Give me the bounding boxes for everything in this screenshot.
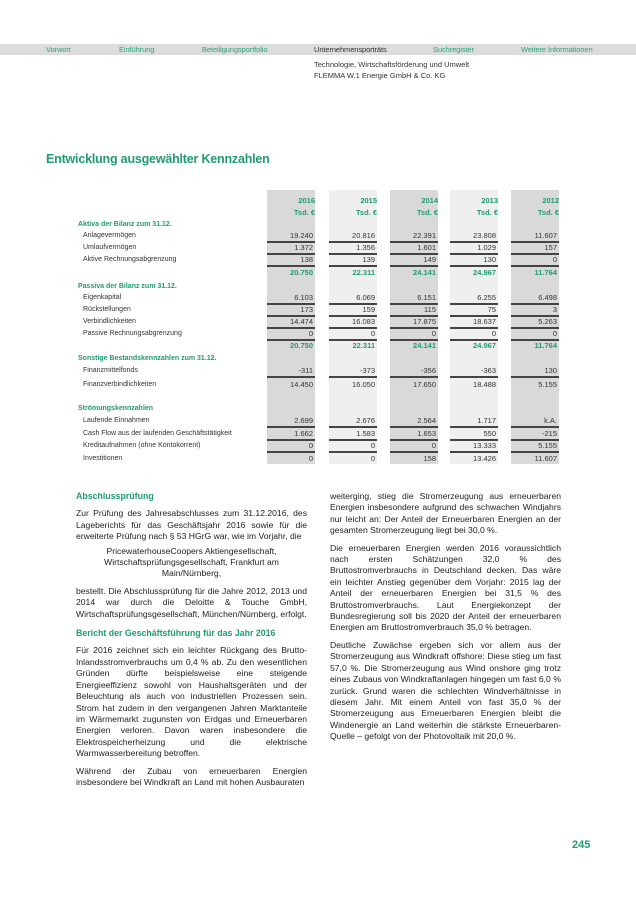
value-cell: 0 bbox=[308, 454, 313, 463]
value-cell: 16.050 bbox=[352, 380, 375, 389]
year-header: 2014 bbox=[421, 196, 438, 205]
value-cell: 6.498 bbox=[511, 293, 559, 305]
group-title: Strömungskennzahlen bbox=[78, 405, 154, 412]
value-cell: 1.717 bbox=[450, 416, 498, 428]
value-cell: -363 bbox=[450, 366, 498, 378]
value-cell: 6.255 bbox=[450, 293, 498, 305]
right-text-column bbox=[330, 491, 561, 749]
total-cell: 24.967 bbox=[473, 268, 496, 277]
value-cell: 20.816 bbox=[329, 231, 377, 243]
value-cell: -215 bbox=[511, 429, 559, 441]
value-cell: 5.155 bbox=[511, 441, 559, 453]
row-label: Aktive Rechnungsabgrenzung bbox=[83, 256, 177, 263]
value-cell: -311 bbox=[267, 366, 315, 378]
total-cell: 22.311 bbox=[352, 341, 375, 350]
unit-header: Tsd. € bbox=[416, 208, 438, 217]
group-title: Passiva der Bilanz zum 31.12. bbox=[78, 283, 177, 290]
value-cell: 0 bbox=[267, 441, 315, 453]
value-cell: 22.391 bbox=[390, 231, 438, 243]
paragraph: Die erneuerbaren Energien werden 2016 voraussichtlich nach ersten Schätzungen 32,0 % des Bruttostromverbrauchs in Deutschland decken. Das wäre ein leichter Anstieg gegenüber dem Vorjahr: 2015 lag der Anteil der erneuerbaren Energien bei 31,5 % des Bruttostromverbrauchs. Laut Energiekonzept der Bundesregierung soll bis 2020 der Anteil der erneuerbaren Energien am Bruttostromverbrauch 35,0 % betragen. bbox=[330, 542, 561, 633]
value-cell: -373 bbox=[329, 366, 377, 378]
auditor-name: PricewaterhouseCoopers Aktiengesellschaft, Wirtschaftsprüfungsgesellschaft, Frankfurt am Main/Nürnberg, bbox=[104, 545, 279, 579]
value-cell: 6.103 bbox=[267, 293, 315, 305]
row-label: Finanzverbindlichkeiten bbox=[83, 381, 157, 388]
header-company: FLEMMA W.1 Energie GmbH & Co. KG bbox=[314, 71, 446, 80]
group-title: Sonstige Bestandskennzahlen zum 31.12. bbox=[78, 355, 217, 362]
year-header: 2016 bbox=[298, 196, 315, 205]
value-cell: 157 bbox=[511, 243, 559, 255]
nav-weitere-informationen[interactable]: Weitere Informationen bbox=[521, 45, 593, 54]
unit-header: Tsd. € bbox=[355, 208, 377, 217]
value-cell: 1.029 bbox=[450, 243, 498, 255]
row-label: Kreditaufnahmen (ohne Kontokorrent) bbox=[83, 442, 201, 449]
value-cell: 13.333 bbox=[450, 441, 498, 453]
value-cell: 0 bbox=[390, 441, 438, 453]
value-cell: 173 bbox=[267, 305, 315, 317]
heading-abschlusspruefung: Abschlussprüfung bbox=[76, 491, 154, 501]
value-cell: -356 bbox=[390, 366, 438, 378]
value-cell: 0 bbox=[450, 329, 498, 341]
row-label: Anlagevermögen bbox=[83, 232, 136, 239]
unit-header: Tsd. € bbox=[537, 208, 559, 217]
row-label: Eigenkapital bbox=[83, 294, 122, 301]
value-cell: 158 bbox=[423, 454, 436, 463]
value-cell: 2.676 bbox=[329, 416, 377, 428]
value-cell: 1.662 bbox=[267, 429, 315, 441]
value-cell: 6.069 bbox=[329, 293, 377, 305]
row-label: Cash Flow aus der laufenden Geschäftstätigkeit bbox=[83, 430, 232, 437]
value-cell: 75 bbox=[450, 305, 498, 317]
value-cell: 13.426 bbox=[473, 454, 496, 463]
nav-unternehmensportraets[interactable]: Unternehmensporträts bbox=[314, 45, 387, 54]
heading-bericht-geschaeftsfuehrung: Bericht der Geschäftsführung für das Jahr 2016 bbox=[76, 628, 276, 639]
total-cell: 24.141 bbox=[413, 268, 436, 277]
value-cell: 5.263 bbox=[511, 317, 559, 329]
total-cell: 22.311 bbox=[352, 268, 375, 277]
year-header: 2015 bbox=[360, 196, 377, 205]
value-cell: 0 bbox=[511, 329, 559, 341]
year-header: 2013 bbox=[481, 196, 498, 205]
value-cell: 0 bbox=[329, 441, 377, 453]
row-label: Umlaufvermögen bbox=[83, 244, 137, 251]
page-number: 245 bbox=[572, 839, 591, 851]
row-label: Laufende Einnahmen bbox=[83, 417, 150, 424]
header-category: Technologie, Wirtschaftsförderung und Umwelt bbox=[314, 60, 470, 69]
row-label: Finanzmittelfonds bbox=[83, 367, 138, 374]
unit-header: Tsd. € bbox=[293, 208, 315, 217]
total-cell: 11.764 bbox=[534, 341, 557, 350]
value-cell: 19.240 bbox=[267, 231, 315, 243]
paragraph: Für 2016 zeichnet sich ein leichter Rückgang des Brutto-Inlandsstromverbrauchs um 0,4 % ab. Zu den wesentlichen Gründen dürfte beispielsweise eine steigende Energieeffizienz sowohl von Haushaltsgeräten und der Beleuchtung als auch von industriellen Prozessen sein. Strom hat zudem in den vergangenen Jahren Marktanteile im Wärmemarkt zugunsten von Erdgas und Erneuerbaren Energien verloren. Davon waren insbesondere die Elektrospeicherheizung und die elektrische Warmwasserbereitung betroffen. bbox=[76, 645, 307, 759]
nav-einfuehrung[interactable]: Einführung bbox=[119, 45, 155, 54]
value-cell: 0 bbox=[511, 255, 559, 267]
total-cell: 20.750 bbox=[290, 341, 313, 350]
value-cell: 159 bbox=[329, 305, 377, 317]
value-cell: 149 bbox=[390, 255, 438, 267]
value-cell: 5.155 bbox=[538, 380, 557, 389]
value-cell: 16.083 bbox=[329, 317, 377, 329]
value-cell: 23.808 bbox=[450, 231, 498, 243]
row-label: Passive Rechnungsabgrenzung bbox=[83, 330, 182, 337]
paragraph: Während der Zubau von erneuerbaren Energien insbesondere bei Windkraft an Land mit hohen Ausbauraten bbox=[76, 765, 307, 787]
paragraph: weiterging, stieg die Stromerzeugung aus erneuerbaren Energien insbesondere aufgrund des schwachen Windjahrs nur leicht an: Der Anteil der Erneuerbaren Energien an der gesamten Stromerzeugung liegt bei 30,0 %. bbox=[330, 491, 561, 536]
value-cell: 138 bbox=[267, 255, 315, 267]
value-cell: 115 bbox=[390, 305, 438, 317]
value-cell: 0 bbox=[267, 329, 315, 341]
value-cell: 18.488 bbox=[473, 380, 496, 389]
row-label: Investitionen bbox=[83, 455, 123, 462]
nav-beteiligungsportfolio[interactable]: Beteiligungsportfolio bbox=[202, 45, 268, 54]
value-cell: 1.356 bbox=[329, 243, 377, 255]
nav-suchregister[interactable]: Suchregister bbox=[433, 45, 474, 54]
year-header: 2012 bbox=[542, 196, 559, 205]
total-cell: 20.750 bbox=[290, 268, 313, 277]
section-title: Entwicklung ausgewählter Kennzahlen bbox=[46, 152, 270, 166]
value-cell: 0 bbox=[390, 329, 438, 341]
unit-header: Tsd. € bbox=[476, 208, 498, 217]
total-cell: 24.141 bbox=[413, 341, 436, 350]
value-cell: 130 bbox=[511, 366, 559, 378]
paragraph: Zur Prüfung des Jahresabschlusses zum 31.12.2016, des Lageberichts für das Geschäftsjahr 2016 sowie für die erweiterte Prüfung nach § 53 HGrG war, wie im Vorjahr, die bbox=[76, 508, 307, 542]
value-cell: 2.564 bbox=[390, 416, 438, 428]
paragraph: bestellt. Die Abschlussprüfung für die Jahre 2012, 2013 und 2014 war durch die Deloitte & Touche GmbH, Wirtschaftsprüfungsgesellschaft, München/Nürnberg, erfolgt. bbox=[76, 585, 307, 619]
value-cell: 1.653 bbox=[390, 429, 438, 441]
top-navigation-bar bbox=[0, 44, 636, 55]
value-cell: 3 bbox=[511, 305, 559, 317]
value-cell: 14.474 bbox=[267, 317, 315, 329]
value-cell: 18.637 bbox=[450, 317, 498, 329]
value-cell: 11.607 bbox=[534, 454, 557, 463]
total-cell: 24.967 bbox=[473, 341, 496, 350]
paragraph: Deutliche Zuwächse ergeben sich vor allem aus der Stromerzeugung aus Windkraft offshore: Diese stieg um fast 57,0 %. Die Stromerzeugung aus Wind onshore ging trotz eines Zubaus von Windkraftanlagen hingegen um fast 6,0 % zurück. Grund waren die schlechten Windverhältnisse in diesem Jahr. Mit einem Anteil von fast 35,0 % der Stromerzeugung aus Erneuerbaren Energien bleibt die Windenergie an Land weiterhin die stärkste Erneuerbaren-Quelle – gefolgt von der Photovoltaik mit 20,0 %. bbox=[330, 639, 561, 742]
value-cell: 11.607 bbox=[511, 231, 559, 243]
value-cell: 2.699 bbox=[267, 416, 315, 428]
value-cell: 0 bbox=[370, 454, 375, 463]
value-cell: 1.583 bbox=[329, 429, 377, 441]
value-cell: 1.601 bbox=[390, 243, 438, 255]
value-cell: 1.372 bbox=[267, 243, 315, 255]
nav-vorwort[interactable]: Vorwort bbox=[46, 45, 71, 54]
row-label: Rückstellungen bbox=[83, 306, 131, 313]
value-cell: 130 bbox=[450, 255, 498, 267]
value-cell: 17.875 bbox=[390, 317, 438, 329]
total-cell: 11.764 bbox=[534, 268, 557, 277]
left-text-column bbox=[76, 491, 307, 794]
value-cell: 139 bbox=[329, 255, 377, 267]
value-cell: k.A. bbox=[511, 416, 559, 428]
value-cell: 6.151 bbox=[390, 293, 438, 305]
value-cell: 550 bbox=[450, 429, 498, 441]
row-label: Verbindlichkeiten bbox=[83, 318, 136, 325]
value-cell: 14.450 bbox=[290, 380, 313, 389]
group-title: Aktiva der Bilanz zum 31.12. bbox=[78, 221, 172, 228]
value-cell: 17.650 bbox=[413, 380, 436, 389]
value-cell: 0 bbox=[329, 329, 377, 341]
